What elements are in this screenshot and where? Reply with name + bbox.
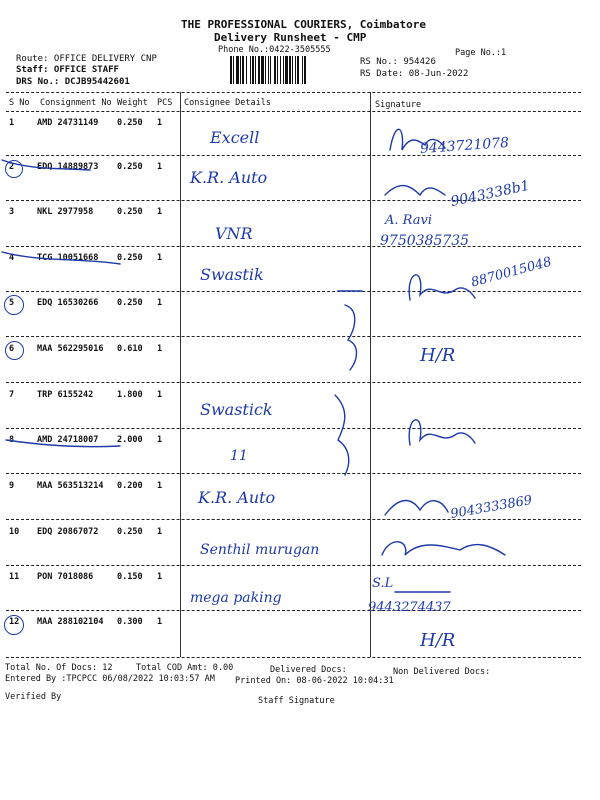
row-8-sno: 8 [9, 435, 15, 445]
col-consignment: Consignment No [40, 98, 112, 108]
row-7-consignment: TRP 6155242 [37, 390, 94, 400]
row-11-pcs: 1 [157, 572, 163, 582]
row-7-weight: 1.800 [117, 390, 143, 400]
row-6-consignment: MAA 562295016 [37, 344, 104, 354]
row-9-sno: 9 [9, 481, 15, 491]
row-12-circle [4, 615, 24, 635]
handwritten-consignee-3: VNR [215, 224, 253, 243]
row-3-sno: 3 [9, 207, 15, 217]
signature-1 [390, 129, 445, 150]
row-5-weight: 0.250 [117, 298, 143, 308]
row-6-sno: 6 [9, 344, 15, 354]
signature-7 [409, 420, 475, 445]
row-2-circle [5, 160, 23, 178]
handwritten-phone-4: 8870015048 [469, 254, 554, 291]
runsheet-title: Delivery Runsheet - CMP [214, 31, 367, 44]
handwritten-hr-6: H/R [420, 345, 456, 366]
verified-by: Verified By [5, 692, 62, 702]
footer-divider [6, 657, 581, 658]
row-4-weight: 0.250 [117, 253, 143, 263]
row-9-pcs: 1 [157, 481, 163, 491]
row-6-pcs: 1 [157, 344, 163, 354]
row-5-sno: 5 [9, 298, 15, 308]
row-9-consignment: MAA 563513214 [37, 481, 104, 491]
row-10-pcs: 1 [157, 527, 163, 537]
col-signature: Signature [375, 100, 422, 110]
row-12-weight: 0.300 [117, 617, 143, 627]
row-4-consignment: TCG 10051668 [37, 253, 99, 263]
row-4-sno: 4 [9, 253, 15, 263]
row-10-weight: 0.250 [117, 527, 143, 537]
col-weight: Weight [117, 98, 148, 108]
row-5-circle [4, 295, 24, 315]
signature-4 [409, 275, 475, 300]
rs-date: RS Date: 08-Jun-2022 [360, 69, 469, 79]
row-11-weight: 0.150 [117, 572, 143, 582]
row-7-pcs: 1 [157, 390, 163, 400]
handwritten-consignee-9: K.R. Auto [198, 488, 276, 507]
row-11-consignment: PON 7018086 [37, 572, 94, 582]
row-1-weight: 0.250 [117, 118, 143, 128]
col-sno: S No [9, 98, 30, 108]
entered-by: Entered By :TPCPCC 06/08/2022 10:03:57 AM [5, 674, 215, 684]
total-docs: Total No. Of Docs: 12 [5, 663, 113, 673]
row-1-pcs: 1 [157, 118, 163, 128]
row-3-pcs: 1 [157, 207, 163, 217]
page-number: Page No.:1 [455, 48, 507, 58]
handwritten-phone-3: 9750385735 [380, 233, 470, 249]
staff-signature: Staff Signature [258, 696, 335, 706]
col-pcs: PCS [157, 98, 173, 108]
handwritten-hr-12: H/R [420, 630, 456, 651]
handwritten-phone-2: 9043338b1 [449, 177, 532, 211]
company-name: THE PROFESSIONAL COURIERS, Coimbatore [181, 18, 427, 31]
row-3-consignment: NKL 2977958 [37, 207, 94, 217]
row-1-consignment: AMD 24731149 [37, 118, 99, 128]
row-12-consignment: MAA 288102104 [37, 617, 104, 627]
route: Route: OFFICE DELIVERY CNP [16, 54, 157, 64]
non-delivered-docs: Non Delivered Docs: [393, 667, 491, 677]
handwritten-consignee-10: Senthil murugan [200, 542, 320, 558]
delivered-docs: Delivered Docs: [270, 665, 347, 675]
handwritten-consignee-11: mega paking [190, 590, 282, 606]
row-12-sno: 12 [9, 617, 20, 627]
total-cod: Total COD Amt: 0.00 [136, 663, 234, 673]
row-5-pcs: 1 [157, 298, 163, 308]
row-2-pcs: 1 [157, 162, 163, 172]
row-10-sno: 10 [9, 527, 20, 537]
bracket-7-8 [335, 395, 349, 475]
row-7-sno: 7 [9, 390, 15, 400]
signature-10 [382, 542, 505, 555]
handwritten-phone-1: 9443721078 [419, 134, 510, 158]
handwritten-consignee-7: Swastick [200, 400, 273, 419]
handwritten-name-11: S.L [372, 576, 394, 591]
signature-2 [385, 186, 445, 195]
printed-on: Printed On: 08-06-2022 10:04:31 [235, 676, 394, 686]
rs-number: RS No.: 954426 [360, 57, 436, 67]
handwritten-consignee-2: K.R. Auto [190, 168, 268, 187]
scribble-5 [6, 440, 120, 447]
drs-number: DRS No.: DCJB95442601 [16, 77, 130, 87]
row-8-consignment: AMD 24718007 [37, 435, 99, 445]
row-6-weight: 0.610 [117, 344, 143, 354]
staff: Staff: OFFICE STAFF [16, 65, 119, 75]
handwritten-ditto-8: 11 [230, 448, 248, 464]
row-5-consignment: EDQ 16530266 [37, 298, 99, 308]
row-4-pcs: 1 [157, 253, 163, 263]
row-2-sno: 2 [9, 162, 15, 172]
handwritten-consignee-1: Excell [210, 128, 260, 147]
row-9-weight: 0.200 [117, 481, 143, 491]
row-11-sno: 11 [9, 572, 20, 582]
row-12-pcs: 1 [157, 617, 163, 627]
phone-number: Phone No.:0422-3505555 [218, 45, 331, 55]
row-2-consignment: EDQ 14889873 [37, 162, 99, 172]
handwritten-name-3: A. Ravi [385, 213, 432, 228]
col-consignee: Consignee Details [184, 98, 271, 108]
row-8-pcs: 1 [157, 435, 163, 445]
row-1-sno: 1 [9, 118, 15, 128]
row-6-circle [5, 341, 24, 360]
signature-9 [385, 500, 448, 515]
handwritten-consignee-4: Swastik [200, 265, 264, 284]
row-10-consignment: EDQ 20867072 [37, 527, 99, 537]
scribble-2 [2, 252, 120, 264]
handwritten-phone-11: 9443274437 [368, 600, 451, 615]
row-3-weight: 0.250 [117, 207, 143, 217]
row-2-weight: 0.250 [117, 162, 143, 172]
bracket-5-6 [345, 305, 357, 370]
row-8-weight: 2.000 [117, 435, 143, 445]
handwritten-phone-9: 9043333869 [449, 492, 534, 523]
